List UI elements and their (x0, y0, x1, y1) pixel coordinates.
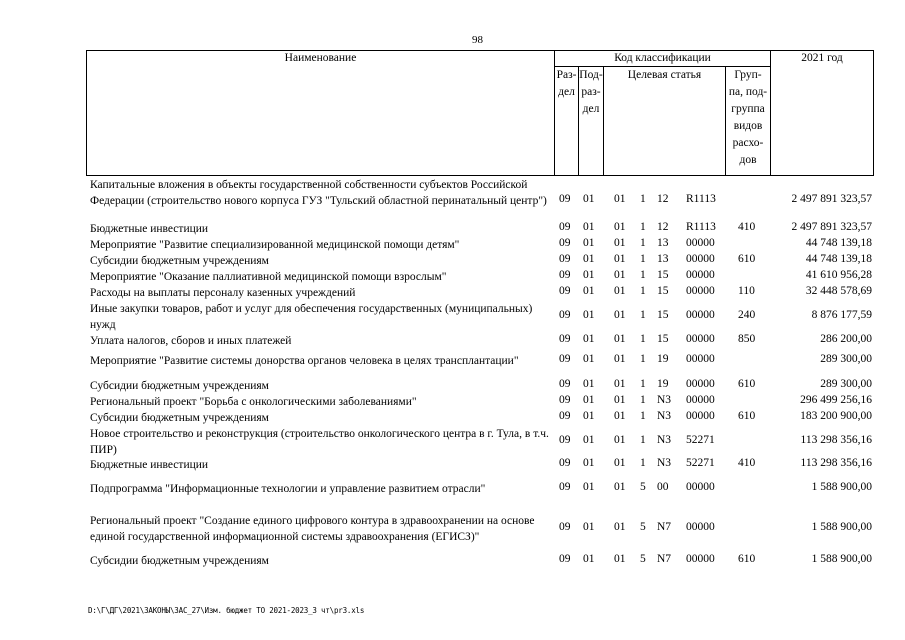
row-code-c2: 1 (640, 269, 646, 281)
row-amount: 183 200 900,00 (800, 410, 872, 422)
row-code-g: 410 (738, 221, 756, 233)
row-code-c3: 00 (657, 481, 669, 493)
row-name: Подпрограмма "Информационные технологии и управление развитием отрасли" (90, 483, 486, 495)
row-code-r: 09 (559, 457, 571, 469)
row-name: Расходы на выплаты персоналу казенных учреждений (90, 287, 356, 299)
row-code-g: 610 (738, 378, 756, 390)
header-target: Целевая статья (627, 69, 702, 81)
row-code-c3: 12 (657, 193, 669, 205)
row-code-p: 01 (583, 309, 595, 321)
row-code-c2: 1 (640, 309, 646, 321)
row-code-c1: 01 (614, 193, 626, 205)
row-code-c1: 01 (614, 521, 626, 533)
row-code-c1: 01 (614, 333, 626, 345)
row-code-c4: 00000 (686, 309, 715, 321)
row-code-c2: 1 (640, 253, 646, 265)
row-code-c1: 01 (614, 457, 626, 469)
header-podrazdel: Под- раз- дел (579, 69, 603, 115)
row-amount: 289 300,00 (820, 353, 872, 365)
row-code-c2: 5 (640, 521, 646, 533)
row-amount: 8 876 177,59 (811, 309, 872, 321)
row-code-r: 09 (559, 353, 571, 365)
row-code-p: 01 (583, 521, 595, 533)
row-name: Бюджетные инвестиции (90, 459, 209, 471)
row-name: Бюджетные инвестиции (90, 223, 209, 235)
row-code-g: 610 (738, 410, 756, 422)
row-code-r: 09 (559, 434, 571, 446)
row-code-r: 09 (559, 285, 571, 297)
row-name: Иные закупки товаров, работ и услуг для обеспечения государственных (муниципальных) нужд (90, 303, 533, 331)
row-code-c1: 01 (614, 353, 626, 365)
row-code-c3: 13 (657, 237, 669, 249)
row-code-c4: 00000 (686, 481, 715, 493)
row-code-c4: 00000 (686, 394, 715, 406)
row-code-c3: N3 (657, 410, 672, 422)
row-name: Субсидии бюджетным учреждениям (90, 412, 269, 424)
row-code-c2: 1 (640, 333, 646, 345)
row-code-c1: 01 (614, 410, 626, 422)
row-code-c4: 00000 (686, 285, 715, 297)
row-code-p: 01 (583, 253, 595, 265)
row-code-c2: 5 (640, 553, 646, 565)
row-amount: 32 448 578,69 (805, 285, 872, 297)
row-code-p: 01 (583, 269, 595, 281)
row-code-c2: 1 (640, 193, 646, 205)
row-code-p: 01 (583, 378, 595, 390)
row-code-c3: 19 (657, 378, 669, 390)
row-code-p: 01 (583, 434, 595, 446)
row-code-c4: 00000 (686, 237, 715, 249)
row-code-c3: 19 (657, 353, 669, 365)
row-code-p: 01 (583, 457, 595, 469)
row-name: Субсидии бюджетным учреждениям (90, 380, 269, 392)
row-name: Новое строительство и реконструкция (строительство онкологического центра в г. Тула, в т.ч. ПИР) (90, 428, 549, 456)
row-amount: 1 588 900,00 (811, 481, 872, 493)
row-code-c3: 12 (657, 221, 669, 233)
header-razdel: Раз- дел (556, 69, 577, 98)
row-code-p: 01 (583, 221, 595, 233)
row-code-c4: 00000 (686, 553, 715, 565)
row-amount: 1 588 900,00 (811, 553, 872, 565)
header-year: 2021 год (801, 52, 843, 64)
row-code-c4: R1113 (686, 193, 716, 205)
row-code-r: 09 (559, 521, 571, 533)
row-code-p: 01 (583, 553, 595, 565)
row-code-c3: 15 (657, 309, 669, 321)
row-name: Мероприятие "Развитие специализированной медицинской помощи детям" (90, 239, 460, 251)
row-code-c2: 1 (640, 221, 646, 233)
row-code-c3: 15 (657, 285, 669, 297)
row-name: Субсидии бюджетным учреждениям (90, 555, 269, 567)
row-code-c2: 1 (640, 410, 646, 422)
row-amount: 289 300,00 (820, 378, 872, 390)
row-code-r: 09 (559, 410, 571, 422)
row-code-c1: 01 (614, 309, 626, 321)
row-code-c2: 1 (640, 378, 646, 390)
row-code-c4: 52271 (686, 457, 715, 469)
row-code-c3: N3 (657, 434, 672, 446)
row-code-g: 610 (738, 553, 756, 565)
row-code-c3: 15 (657, 333, 669, 345)
row-code-g: 110 (738, 285, 755, 297)
row-name: Мероприятие "Развитие системы донорства органов человека в целях трансплантации" (90, 355, 519, 367)
row-code-c3: 15 (657, 269, 669, 281)
row-code-c4: 00000 (686, 269, 715, 281)
row-amount: 2 497 891 323,57 (791, 221, 872, 233)
row-code-r: 09 (559, 553, 571, 565)
row-code-g: 240 (738, 309, 756, 321)
row-code-c2: 1 (640, 457, 646, 469)
row-code-c1: 01 (614, 434, 626, 446)
row-code-c1: 01 (614, 553, 626, 565)
row-code-p: 01 (583, 333, 595, 345)
row-code-r: 09 (559, 193, 571, 205)
row-amount: 2 497 891 323,57 (791, 193, 872, 205)
row-code-r: 09 (559, 253, 571, 265)
row-code-r: 09 (559, 269, 571, 281)
row-amount: 286 200,00 (820, 333, 872, 345)
row-name: Субсидии бюджетным учреждениям (90, 255, 269, 267)
row-code-c1: 01 (614, 285, 626, 297)
row-code-c4: 00000 (686, 353, 715, 365)
row-code-r: 09 (559, 333, 571, 345)
row-code-c1: 01 (614, 253, 626, 265)
header-name: Наименование (284, 52, 357, 64)
row-code-c4: 52271 (686, 434, 715, 446)
row-code-c2: 1 (640, 285, 646, 297)
row-code-c2: 1 (640, 353, 646, 365)
header-classification: Код классификации (614, 52, 711, 64)
row-code-c4: 00000 (686, 253, 715, 265)
row-code-c1: 01 (614, 394, 626, 406)
row-code-c3: N3 (657, 457, 672, 469)
row-code-g: 410 (738, 457, 756, 469)
row-code-c4: 00000 (686, 521, 715, 533)
row-name: Мероприятие "Оказание паллиативной медицинской помощи взрослым" (90, 271, 447, 283)
row-code-p: 01 (583, 193, 595, 205)
row-code-c2: 1 (640, 394, 646, 406)
row-name: Региональный проект "Борьба с онкологическими заболеваниями" (90, 396, 417, 408)
row-amount: 1 588 900,00 (811, 521, 872, 533)
row-code-g: 610 (738, 253, 756, 265)
page-number: 98 (472, 34, 483, 46)
row-code-r: 09 (559, 309, 571, 321)
row-name: Капитальные вложения в объекты государственной собственности субъектов Российской Федерации (строительство нового корпуса ГУЗ "Тульский областной перинатальный центр") (90, 179, 547, 207)
row-code-p: 01 (583, 237, 595, 249)
row-code-c3: N7 (657, 521, 672, 533)
row-amount: 41 610 956,28 (805, 269, 872, 281)
row-code-c4: 00000 (686, 410, 715, 422)
row-code-c2: 1 (640, 434, 646, 446)
row-code-c3: N7 (657, 553, 672, 565)
row-code-c1: 01 (614, 221, 626, 233)
row-code-c1: 01 (614, 269, 626, 281)
row-code-p: 01 (583, 285, 595, 297)
row-amount: 113 298 356,16 (800, 434, 872, 446)
row-name: Региональный проект "Создание единого цифрового контура в здравоохранении на основе единой государственной информационной системы здравоохранения (ЕГИСЗ)" (90, 515, 535, 543)
row-code-r: 09 (559, 481, 571, 493)
row-code-c2: 1 (640, 237, 646, 249)
row-amount: 44 748 139,18 (805, 253, 872, 265)
row-code-c4: 00000 (686, 378, 715, 390)
row-code-r: 09 (559, 221, 571, 233)
row-code-c3: N3 (657, 394, 672, 406)
row-code-r: 09 (559, 378, 571, 390)
row-code-g: 850 (738, 333, 756, 345)
row-code-p: 01 (583, 394, 595, 406)
row-code-c1: 01 (614, 378, 626, 390)
row-code-p: 01 (583, 353, 595, 365)
row-code-c2: 5 (640, 481, 646, 493)
row-code-c3: 13 (657, 253, 669, 265)
row-name: Уплата налогов, сборов и иных платежей (90, 335, 292, 347)
row-amount: 44 748 139,18 (805, 237, 872, 249)
footer-path: D:\Г\ДГ\2021\ЗАКОНЫ\ЗАС_27\Изм. бюджет ТО 2021-2023_3 чт\pr3.xls (88, 606, 365, 615)
row-amount: 113 298 356,16 (800, 457, 872, 469)
row-code-p: 01 (583, 410, 595, 422)
row-code-c1: 01 (614, 237, 626, 249)
row-code-r: 09 (559, 394, 571, 406)
row-code-p: 01 (583, 481, 595, 493)
row-code-r: 09 (559, 237, 571, 249)
row-amount: 296 499 256,16 (800, 394, 872, 406)
row-code-c4: 00000 (686, 333, 715, 345)
row-code-c1: 01 (614, 481, 626, 493)
row-code-c4: R1113 (686, 221, 716, 233)
header-group: Груп- па, под- группа видов расхо- дов (728, 69, 768, 166)
